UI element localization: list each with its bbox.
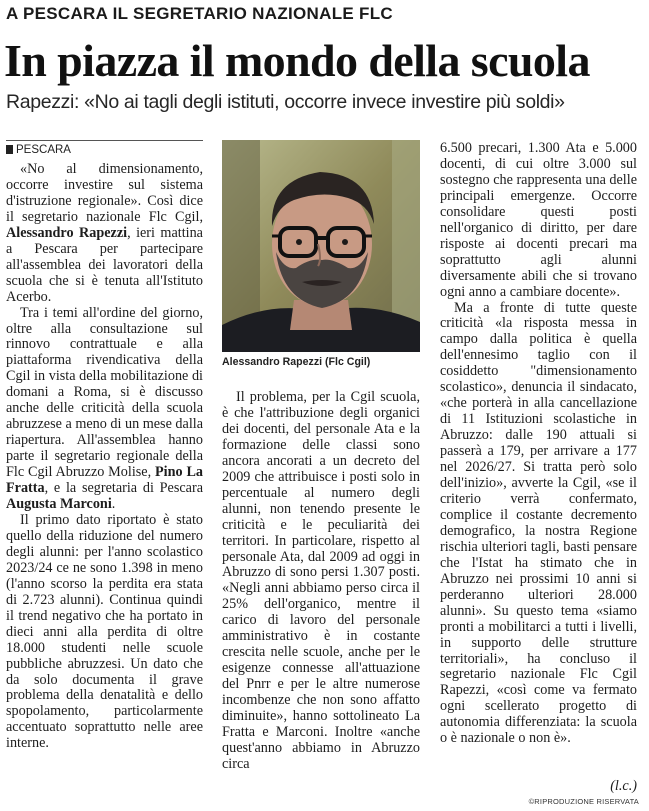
text-run: , ieri mattina a Pescara per partecipare all'assemblea dei lavoratori della scuola che si è tenuta all'Istituto Acerbo. — [6, 224, 203, 305]
paragraph — [6, 162, 203, 306]
paragraph — [222, 390, 420, 773]
bold-name: Pino La Fratta — [6, 464, 203, 497]
bold-name: Alessandro Rapezzi — [6, 224, 128, 241]
paragraph — [6, 306, 203, 513]
text-run: Il primo dato riportato è stato quello della riduzione del numero degli alunni: per l'anno scolastico 2023/24 ce ne sono 1.398 in meno (l'anno scorso la perdita era stata di 2.723 alunni). Continua quindi il trend negativo che ha portato in dieci anni alla perdita di oltre 18.000 studenti nelle scuole pubbliche abruzzesi. Un dato che da solo documenta il grave problema della denatalità e dello spopolamento, particolarmente accentuato soprattutto nelle aree interne. — [6, 511, 203, 752]
paragraph — [440, 301, 637, 748]
dateline-text: PESCARA — [16, 144, 71, 156]
text-run: Ma a fronte di tutte queste criticità «la risposta messa in campo dalla politica è quella dell'ennesimo taglio con il cosiddetto "dimensionamento scolastico», denuncia il sindacato, «che porterà in alla cancellazione di 11 Istituzioni scolastiche in Abruzzo: dalle 190 attuali si passerà a 179, per arrivare a 177 nel 2026/27. Si tratta però solo dell'inizio», avverte la Cgil, «se il criterio verrà confermato, complice il costante decremento demografico, la nostra Regione rischia ulteriori tagli, basti pensare che l'Istat ha stimato che in Abruzzo nei prossimi 10 anni si perderanno ulteriori 28.000 alunni». Su questo tema «siamo pronti a mobilitarci a tutti i livelli, in supporto delle strutture territoriali», ha concluso il segretario nazionale Flc Cgil Rapezzi, «così come va fermato ogni scellerato progetto di autonomia differenziata: la scuola o è nazionale o non è». — [440, 299, 637, 747]
article-column-2 — [222, 390, 420, 773]
text-run: «No al dimensionamento, occorre investire sul sistema d'istruzione regionale». Così dice il segretario nazionale Flc Cgil, — [6, 161, 203, 225]
paragraph — [6, 513, 203, 752]
article-headline: In piazza il mondo della scuola — [4, 35, 590, 86]
photo-alessandro-rapezzi — [222, 140, 420, 352]
text-run: Tra i temi all'ordine del giorno, oltre alla consultazione sul rinnovo contrattuale e alla piattaforma rivendicativa della Cgil in vista della mobilitazione di domani a Roma, si è discusso anche delle criticità della scuola abruzzese a meno di un mese dalla riapertura. All'assemblea hanno parte il segretario regionale della Flc Cgil Abruzzo Molise, — [6, 304, 203, 481]
portrait-illustration — [222, 140, 420, 352]
article-column-1 — [6, 162, 203, 752]
article-kicker: A PESCARA IL SEGRETARIO NAZIONALE FLC — [6, 4, 394, 23]
dateline-marker-icon — [6, 145, 13, 154]
bold-name: Augusta Marconi — [6, 496, 112, 513]
paragraph — [440, 141, 637, 301]
photo-caption: Alessandro Rapezzi (Flc Cgil) — [222, 356, 371, 368]
copyright-notice: ©RIPRODUZIONE RISERVATA — [528, 797, 639, 806]
text-run: , e la segretaria di Pescara — [44, 480, 203, 497]
article-subheadline: Rapezzi: «No ai tagli degli istituti, occorre invece investire più soldi» — [6, 91, 565, 113]
signature-line — [440, 779, 637, 795]
text-run: Il problema, per la Cgil scuola, è che l'attribuzione degli organici dei docenti, del personale Ata e la formazione delle classi sono ancora ancorati a un decreto del 2009 che attribuisce i posti solo in percentuale al numero degli alunni, non tenendo presente le criticità e le peculiarità dei territori. In particolare, rispetto al personale Ata, dal 2009 ad oggi in Abruzzo di sono persi 1.307 posti. «Negli anni abbiamo perso circa il 25% dell'organico, mentre il carico di lavoro del personale amministrativo è in costante crescita nelle scuole, anche per le esigenze connesse all'attuazione del Pnrr e per le altre numerose incombenze che non sono affatto diminuite», hanno sottolineato La Fratta e Marconi. Inoltre «anche quest'anno abbiamo in Abruzzo circa — [222, 389, 420, 772]
text-run: 6.500 precari, 1.300 Ata e 5.000 docenti, di cui oltre 3.000 sul sostegno che rappresenta una delle principali emergenze. Occorre consolidare questi posti nell'organico di diritto, per dare risposte ai docenti precari ma soprattutto agli alunni diversamente abili che si trovano ogni anno a cambiare docente». — [440, 140, 637, 300]
dateline — [6, 140, 203, 160]
text-run: . — [111, 496, 116, 513]
author-signature: (l.c.) — [610, 778, 637, 794]
article-column-3 — [440, 141, 637, 747]
